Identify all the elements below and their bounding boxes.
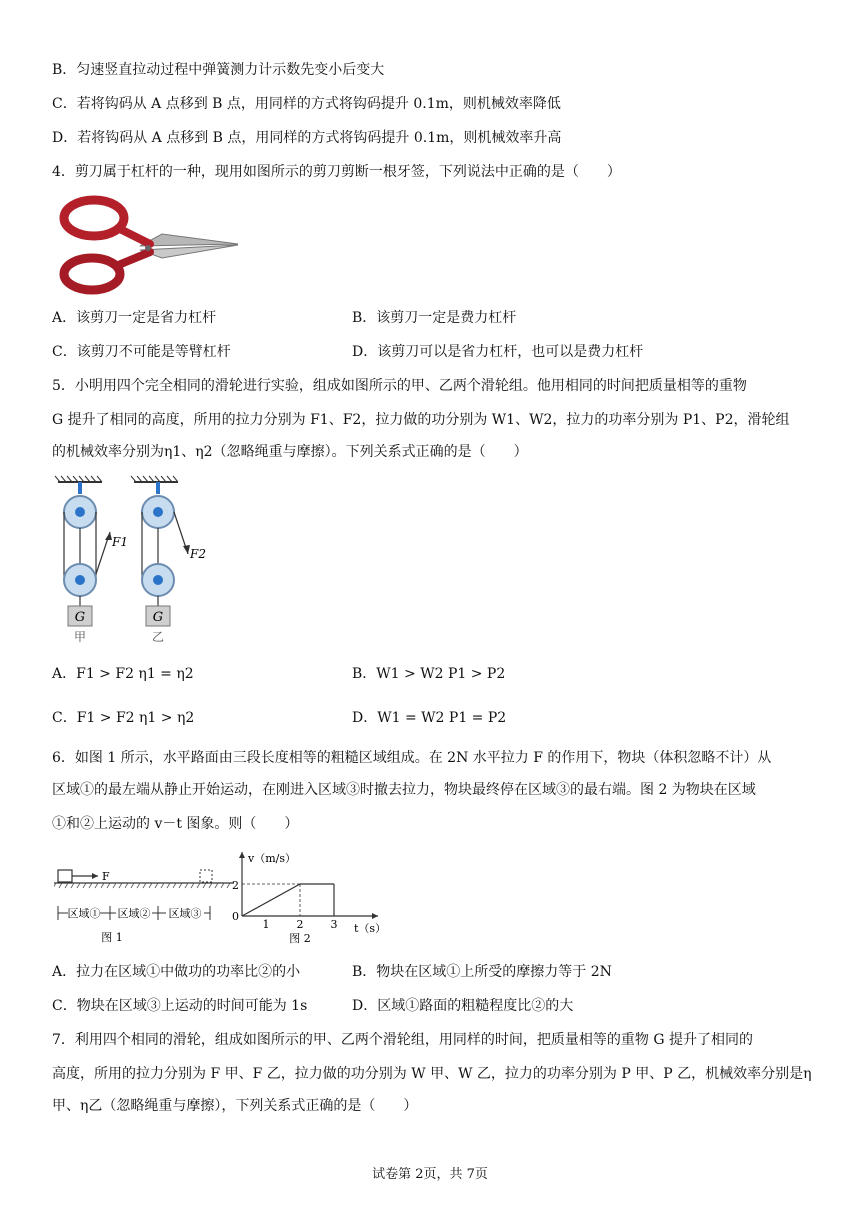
scissors-image — [58, 194, 242, 298]
label-jia: 甲 — [73, 630, 87, 644]
q5-stem-line2: G 提升了相同的高度，所用的拉力分别为 F1、F2，拉力做的功分别为 W1、W2，拉力的功率分别为 P1、P2，滑轮组 — [52, 412, 790, 428]
x-tick-3: 3 — [330, 918, 338, 931]
weight-label-jia: G — [74, 610, 86, 625]
force-label-f1: F1 — [112, 535, 128, 549]
block-final — [200, 870, 212, 882]
q4-option-d: D．该剪刀可以是省力杠杆，也可以是费力杠杆 — [352, 344, 644, 360]
q7-stem-line3: 甲、η乙（忽略绳重与摩擦），下列关系式正确的是（ ） — [52, 1098, 418, 1114]
q4-option-c: C．该剪刀不可能是等臂杠杆 — [52, 344, 231, 360]
zone-2-label: 区域② — [117, 907, 151, 920]
q5-option-c: C．F1 > F2 η1 > η2 — [52, 710, 195, 726]
q3-option-d: D．若将钩码从 A 点移到 B 点，用同样的方式将钩码提升 0.1m，则机械效率升高 — [52, 130, 562, 146]
q5-stem-line3: 的机械效率分别为η1、η2（忽略绳重与摩擦）。下列关系式正确的是（ ） — [52, 444, 528, 460]
x-tick-1: 1 — [262, 918, 270, 931]
origin-label: 0 — [232, 910, 239, 923]
q3-option-b: B．匀速竖直拉动过程中弹簧测力计示数先变小后变大 — [52, 62, 385, 78]
q4-option-b: B．该剪刀一定是费力杠杆 — [352, 310, 517, 326]
q7-stem-line1: 7．利用四个相同的滑轮，组成如图所示的甲、乙两个滑轮组，用同样的时间，把质量相等的重物 G 提升了相同的 — [52, 1032, 753, 1048]
y-tick-2: 2 — [232, 879, 239, 892]
q4-option-a: A．该剪刀一定是省力杠杆 — [52, 310, 217, 326]
zone-3-label: 区域③ — [168, 907, 202, 920]
v-axis-label: v（m/s） — [248, 852, 296, 865]
q6-stem-line3: ①和②上运动的 v－t 图象。则（ ） — [52, 816, 299, 832]
q6-option-a: A．拉力在区域①中做功的功率比②的小 — [52, 964, 301, 980]
figure-1-road — [54, 848, 240, 948]
figure-2-caption: 图 2 — [289, 932, 311, 945]
page-footer: 试卷第 2页，共 7页 — [372, 1167, 488, 1182]
q5-option-d: D．W1 = W2 P1 = P2 — [352, 710, 507, 726]
q7-stem-line2: 高度，所用的拉力分别为 F 甲、F 乙，拉力做的功分别为 W 甲、W 乙，拉力的功率分别为 P 甲、P 乙，机械效率分别是η — [52, 1066, 812, 1082]
weight-label-yi: G — [152, 610, 164, 625]
force-label-f: F — [102, 870, 110, 883]
figure-1-caption: 图 1 — [101, 931, 123, 944]
scissors-blade — [140, 234, 238, 258]
figure-2-vt-graph — [228, 846, 388, 950]
vt-segment-zone1 — [242, 884, 300, 916]
scissors-pivot — [145, 245, 151, 251]
t-axis-label: t（s） — [354, 922, 387, 935]
q5-option-b: B．W1 > W2 P1 > P2 — [352, 666, 506, 682]
q4-stem: 4．剪刀属于杠杆的一种，现用如图所示的剪刀剪断一根牙签，下列说法中正确的是（ ） — [52, 164, 621, 180]
block — [58, 870, 72, 882]
label-yi: 乙 — [151, 630, 165, 644]
q6-option-d: D．区域①路面的粗糙程度比②的大 — [352, 998, 574, 1014]
q6-option-b: B．物块在区域①上所受的摩擦力等于 2N — [352, 964, 612, 980]
pulley-figure — [50, 474, 220, 646]
q5-stem-line1: 5．小明用四个完全相同的滑轮进行实验，组成如图所示的甲、乙两个滑轮组。他用相同的时间把质量相等的重物 — [52, 378, 747, 394]
q6-stem-line1: 6．如图 1 所示，水平路面由三段长度相等的粗糙区域组成。在 2N 水平拉力 F 的作用下，物块（体积忽略不计）从 — [52, 750, 772, 766]
q6-stem-line2: 区域①的最左端从静止开始运动，在刚进入区域③时撤去拉力，物块最终停在区域③的最右端。图 2 为物块在区域 — [52, 782, 756, 798]
zone-1-label: 区域① — [67, 907, 101, 920]
x-tick-2: 2 — [296, 918, 304, 931]
scissors-handle-lower — [64, 252, 150, 290]
ceiling-yi — [131, 476, 178, 482]
q6-option-c: C．物块在区域③上运动的时间可能为 1s — [52, 998, 308, 1014]
q5-option-a: A．F1 > F2 η1 = η2 — [52, 666, 194, 682]
scissors-handle-upper — [64, 200, 150, 244]
ceiling-jia — [55, 476, 102, 482]
force-label-f2: F2 — [190, 547, 206, 561]
q3-option-c: C．若将钩码从 A 点移到 B 点，用同样的方式将钩码提升 0.1m，则机械效率降低 — [52, 96, 561, 112]
